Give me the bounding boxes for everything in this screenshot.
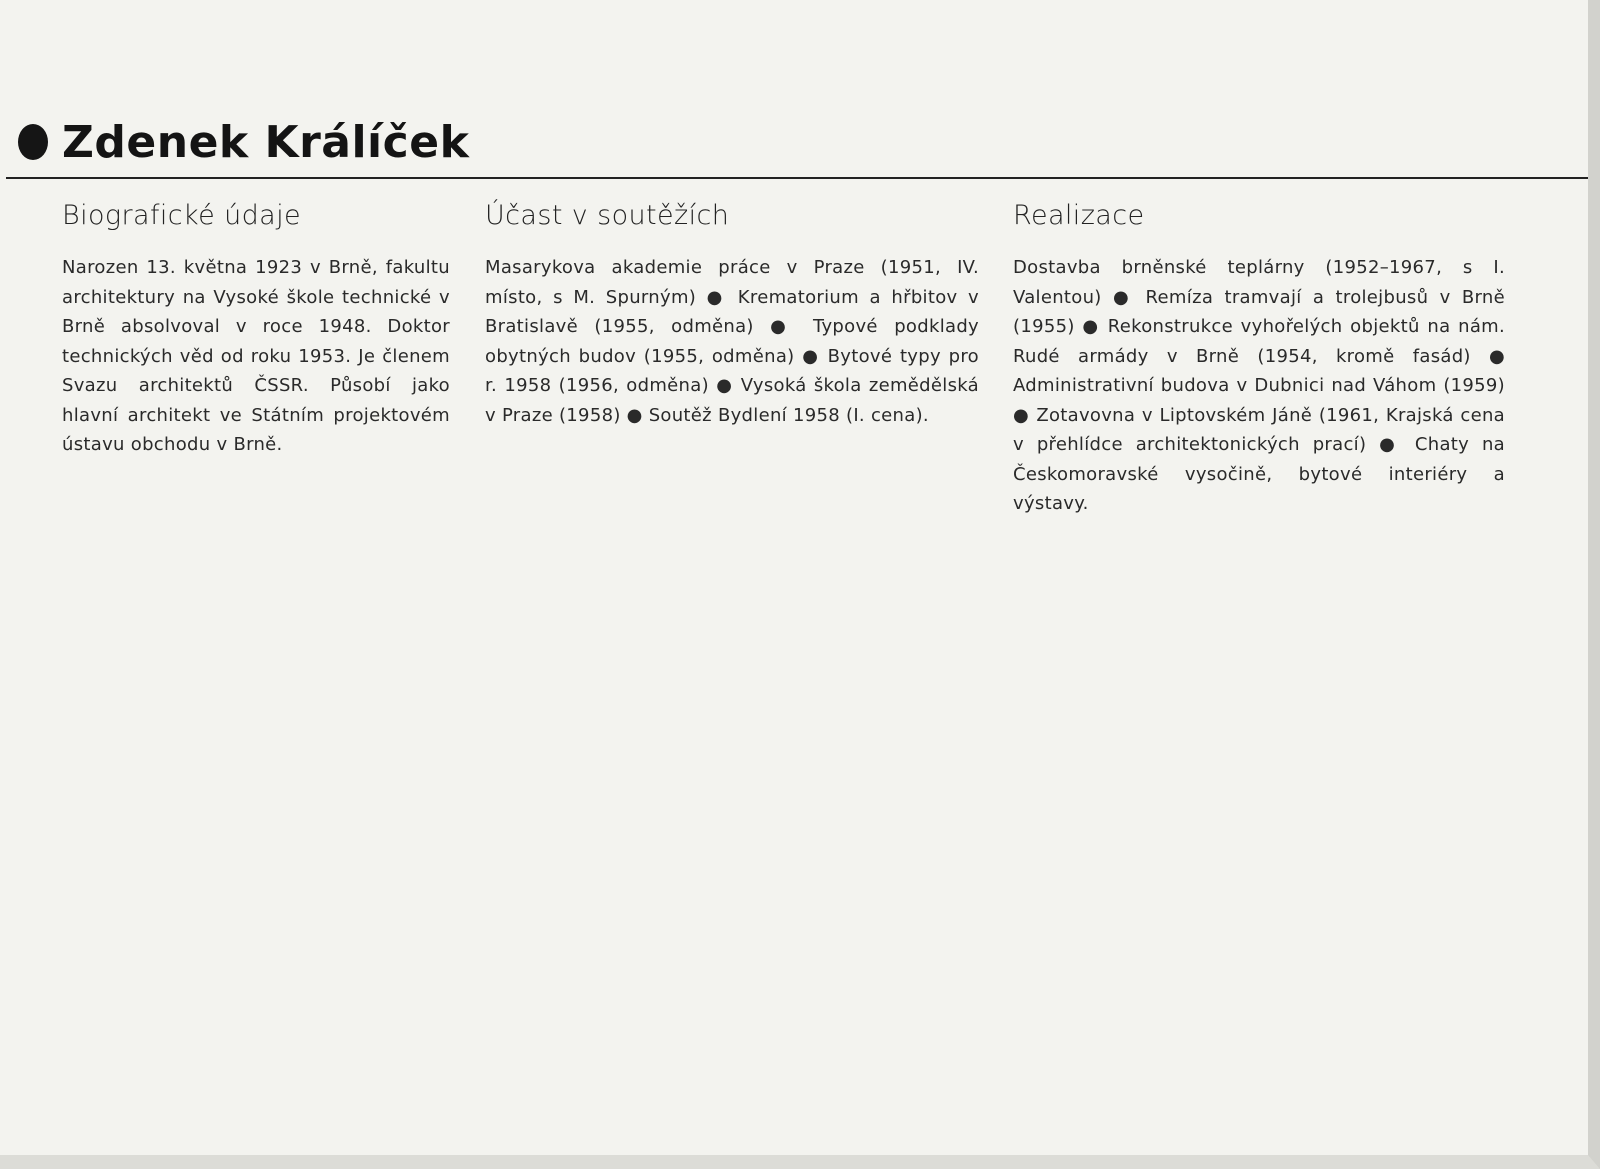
column-competitions (485, 200, 979, 430)
column-text: Masarykova akademie práce v Praze (1951, IV. místo, s M. Spurným) ● Krematorium a hřbitov v Bratislavě (1955, odměna) ● Typové podklady obytných budov (1955, odměna) ● Bytové typy pro r. 1958 (1956, odměna) ● Vysoká škola zemědělská v Praze (1958) ● Soutěž Bydlení 1958 (I. cena). (485, 257, 979, 426)
header-divider (6, 177, 1588, 179)
bullet-icon (18, 124, 48, 160)
column-title: Účast v soutěžích (485, 200, 730, 231)
column-title: Realizace (1013, 200, 1145, 231)
column-realizations (1013, 200, 1505, 519)
page-header (18, 112, 469, 172)
column-title: Biografické údaje (62, 200, 301, 231)
page-title: Zdenek Králíček (62, 116, 470, 168)
column-text: Dostavba brněnské teplárny (1952–1967, s I. Valentou) ● Remíza tramvají a trolejbusů v Brně (1955) ● Rekonstrukce vyhořelých objektů na nám. Rudé armády v Brně (1954, kromě fasád) ● Administrativní budova v Dubnici nad Váhom (1959) ● Zotavovna v Liptovském Jáně (1961, Krajská cena v přehlídce architektonických prací) ● Chaty na Českomoravské vysočině, bytové interiéry a výstavy. (1013, 257, 1505, 514)
column-biography (62, 200, 450, 460)
column-text: Narozen 13. května 1923 v Brně, fakultu architektury na Vysoké škole technické v Brně absolvoval v roce 1948. Doktor technických věd od roku 1953. Je členem Svazu architektů ČSSR. Působí jako hlavní architekt ve Státním projektovém ústavu obchodu v Brně. (62, 257, 450, 455)
